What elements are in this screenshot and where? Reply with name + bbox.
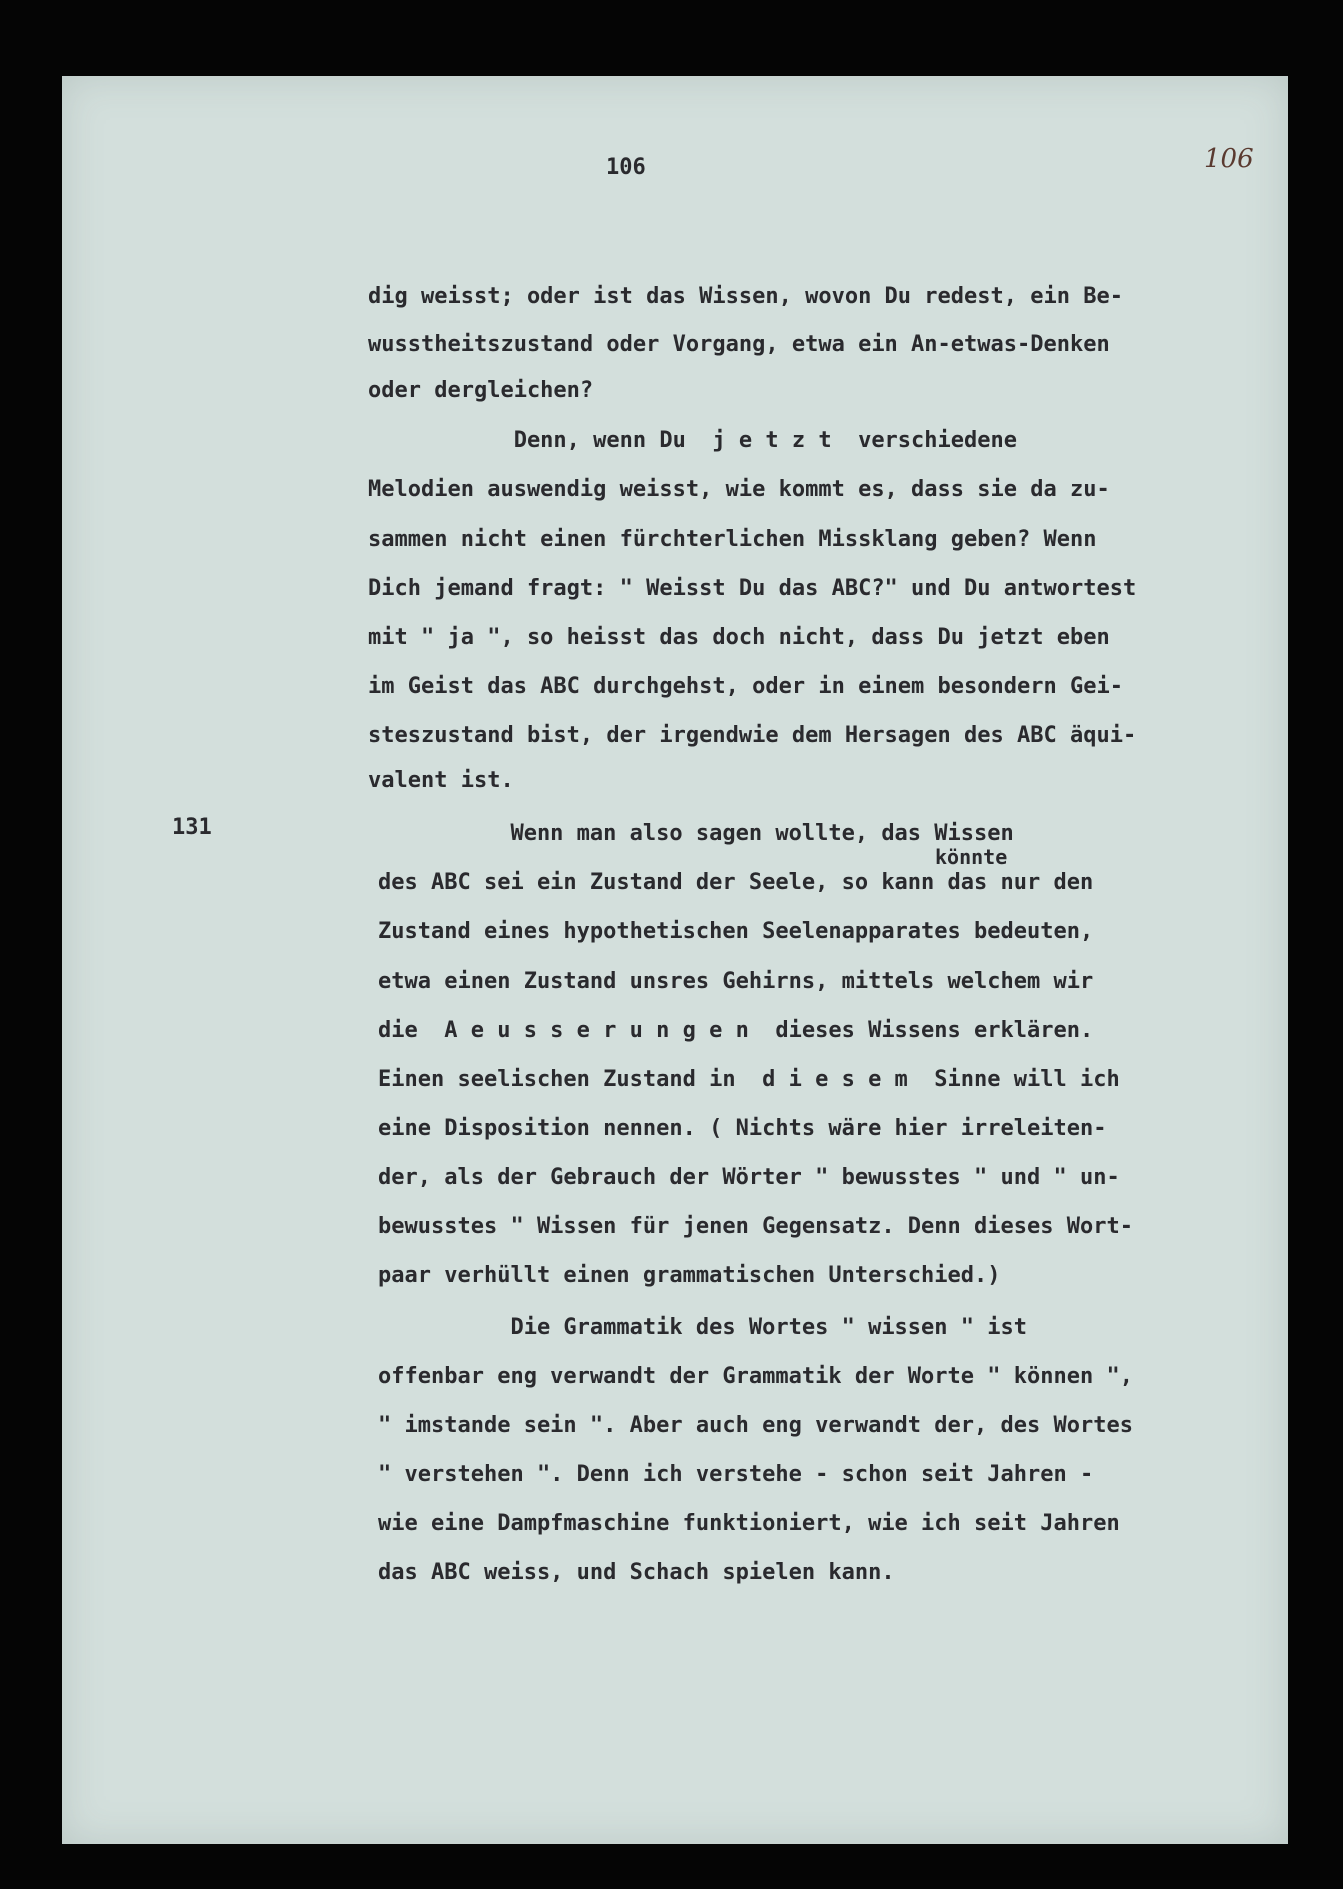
- text-line: im Geist das ABC durchgehst, oder in einem besondern Gei-: [368, 674, 1123, 699]
- text-line: wusstheitszustand oder Vorgang, etwa ein An-etwas-Denken: [368, 332, 1110, 357]
- text-line: die A e u s s e r u n g e n dieses Wissens erklären.: [378, 1018, 1094, 1043]
- text-line: bewusstes " Wissen für jenen Gegensatz. Denn dieses Wort-: [378, 1214, 1133, 1239]
- text-line: etwa einen Zustand unsres Gehirns, mittels welchem wir: [378, 969, 1094, 994]
- handwritten-page-number: 106: [1204, 144, 1254, 174]
- text-line: eine Disposition nennen. ( Nichts wäre hier irreleiten-: [378, 1116, 1107, 1141]
- text-line: dig weisst; oder ist das Wissen, wovon Du redest, ein Be-: [368, 284, 1123, 309]
- margin-remark-number: 131: [172, 815, 212, 840]
- text-line: Einen seelischen Zustand in d i e s e m Sinne will ich: [378, 1067, 1120, 1092]
- text-line: paar verhüllt einen grammatischen Unterschied.): [378, 1263, 1001, 1288]
- text-line: des ABC sei ein Zustand der Seele, so kann das nur den: [378, 870, 1094, 895]
- text-line: Die Grammatik des Wortes " wissen " ist: [378, 1315, 1028, 1340]
- text-line: mit " ja ", so heisst das doch nicht, dass Du jetzt eben: [368, 625, 1110, 650]
- text-line: Dich jemand fragt: " Weisst Du das ABC?" und Du antwortest: [368, 576, 1137, 601]
- text-line: der, als der Gebrauch der Wörter " bewusstes " und " un-: [378, 1165, 1120, 1190]
- text-line: Wenn man also sagen wollte, das Wissen: [378, 821, 1014, 846]
- text-line: valent ist.: [368, 768, 514, 793]
- text-line: Zustand eines hypothetischen Seelenapparates bedeuten,: [378, 919, 1094, 944]
- text-line: " imstande sein ". Aber auch eng verwandt der, des Wortes: [378, 1413, 1133, 1438]
- typed-page-number: 106: [606, 155, 646, 180]
- interlinear-insertion: könnte: [935, 845, 1008, 869]
- text-line: offenbar eng verwandt der Grammatik der Worte " können ",: [378, 1364, 1133, 1389]
- text-line: steszustand bist, der irgendwie dem Hersagen des ABC äqui-: [368, 723, 1137, 748]
- text-line: das ABC weiss, und Schach spielen kann.: [378, 1560, 895, 1585]
- text-line: sammen nicht einen fürchterlichen Missklang geben? Wenn: [368, 527, 1097, 552]
- text-line: " verstehen ". Denn ich verstehe - schon seit Jahren -: [378, 1462, 1094, 1487]
- text-line: wie eine Dampfmaschine funktioniert, wie ich seit Jahren: [378, 1511, 1120, 1536]
- text-line: Melodien auswendig weisst, wie kommt es, dass sie da zu-: [368, 477, 1110, 502]
- text-line: oder dergleichen?: [368, 378, 594, 403]
- text-line: Denn, wenn Du j e t z t verschiedene: [368, 428, 1018, 453]
